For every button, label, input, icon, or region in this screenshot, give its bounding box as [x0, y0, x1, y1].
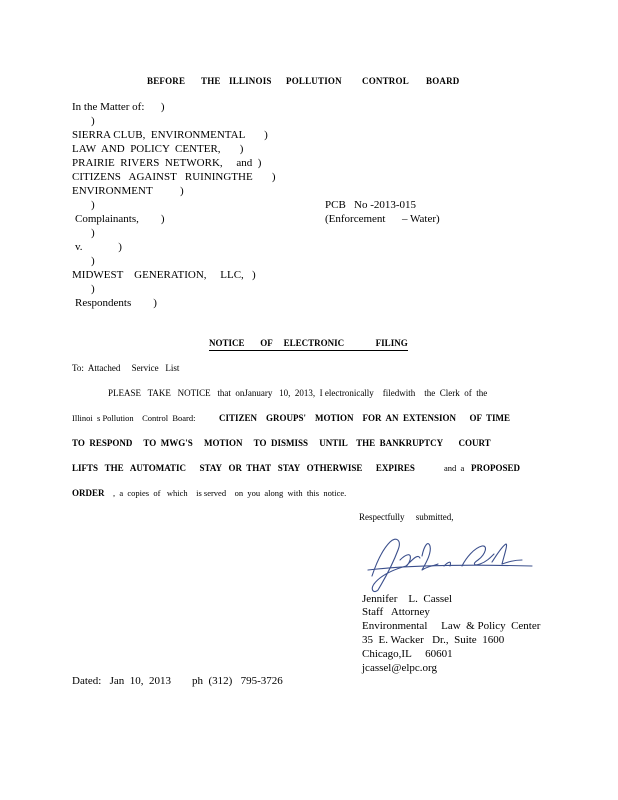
phone-number: ph (312) 795-3726 — [192, 675, 283, 687]
heading-word-illinois: ILLINOIS — [229, 76, 272, 86]
address-line-2: Chicago,IL 60601 — [362, 648, 453, 660]
complainants-label: Complainants, ) — [75, 213, 165, 225]
heading-word-control: CONTROL — [362, 76, 409, 86]
matter-of: In the Matter of: ) — [72, 101, 165, 113]
caption-paren: ) — [91, 283, 95, 295]
proposed-word: PROPOSED — [471, 463, 521, 473]
body-line-5-plain: , a copies of which is served on you along with this notice. — [113, 488, 347, 498]
caption-paren: ) — [91, 199, 95, 211]
attorney-title: Staff Attorney — [362, 606, 430, 618]
closing: Respectfully submitted, — [359, 512, 454, 522]
complainant-line: CITIZENS AGAINST RUININGTHE ) — [72, 171, 276, 183]
caption-paren: ) — [91, 255, 95, 267]
motion-title-part-1: CITIZEN GROUPS' MOTION FOR AN EXTENSION OF TIME — [219, 413, 511, 423]
dated-line: Dated: Jan 10, 2013 — [72, 675, 171, 687]
complainant-line: ENVIRONMENT ) — [72, 185, 184, 197]
heading-word-pollution: POLLUTION — [286, 76, 342, 86]
body-line-4-plain: and a — [444, 463, 465, 473]
body-line-1: PLEASE TAKE NOTICE that onJanuary 10, 2013, I electronically filedwith the Clerk of the — [108, 388, 488, 398]
motion-title-part-2: TO RESPOND TO MWG'S MOTION TO DISMISS UNTIL THE BANKRUPTCY COURT — [72, 438, 491, 448]
respondents-label: Respondents ) — [75, 297, 157, 309]
respondent-name: MIDWEST GENERATION, LLC, ) — [72, 269, 256, 281]
caption-paren: ) — [91, 227, 95, 239]
complainant-line: LAW AND POLICY CENTER, ) — [72, 143, 244, 155]
case-number: PCB No -2013-015 — [325, 199, 417, 211]
versus: v. ) — [75, 241, 122, 253]
handwritten-signature — [362, 536, 534, 594]
complainant-line: PRAIRIE RIVERS NETWORK, and ) — [72, 157, 262, 169]
heading-word-before: BEFORE — [147, 76, 186, 86]
case-type: (Enforcement – Water) — [325, 213, 440, 225]
body-line-2-plain: Illinoi s Pollution Control Board: — [72, 413, 196, 423]
order-word: ORDER — [72, 488, 105, 498]
motion-title-part-3: LIFTS THE AUTOMATIC STAY OR THAT STAY OTHERWISE EXPIRES — [72, 463, 415, 473]
to-line: To: Attached Service List — [72, 363, 180, 373]
email-address: jcassel@elpc.org — [362, 662, 437, 674]
heading-word-board: BOARD — [426, 76, 460, 86]
complainant-line: SIERRA CLUB, ENVIRONMENTAL ) — [72, 129, 268, 141]
heading-word-the: THE — [201, 76, 221, 86]
attorney-name: Jennifer L. Cassel — [362, 593, 453, 605]
address-line-1: 35 E. Wacker Dr., Suite 1600 — [362, 634, 505, 646]
caption-paren: ) — [91, 115, 95, 127]
notice-title: NOTICE OF ELECTRONIC FILING — [209, 337, 408, 351]
organization: Environmental Law & Policy Center — [362, 620, 541, 632]
